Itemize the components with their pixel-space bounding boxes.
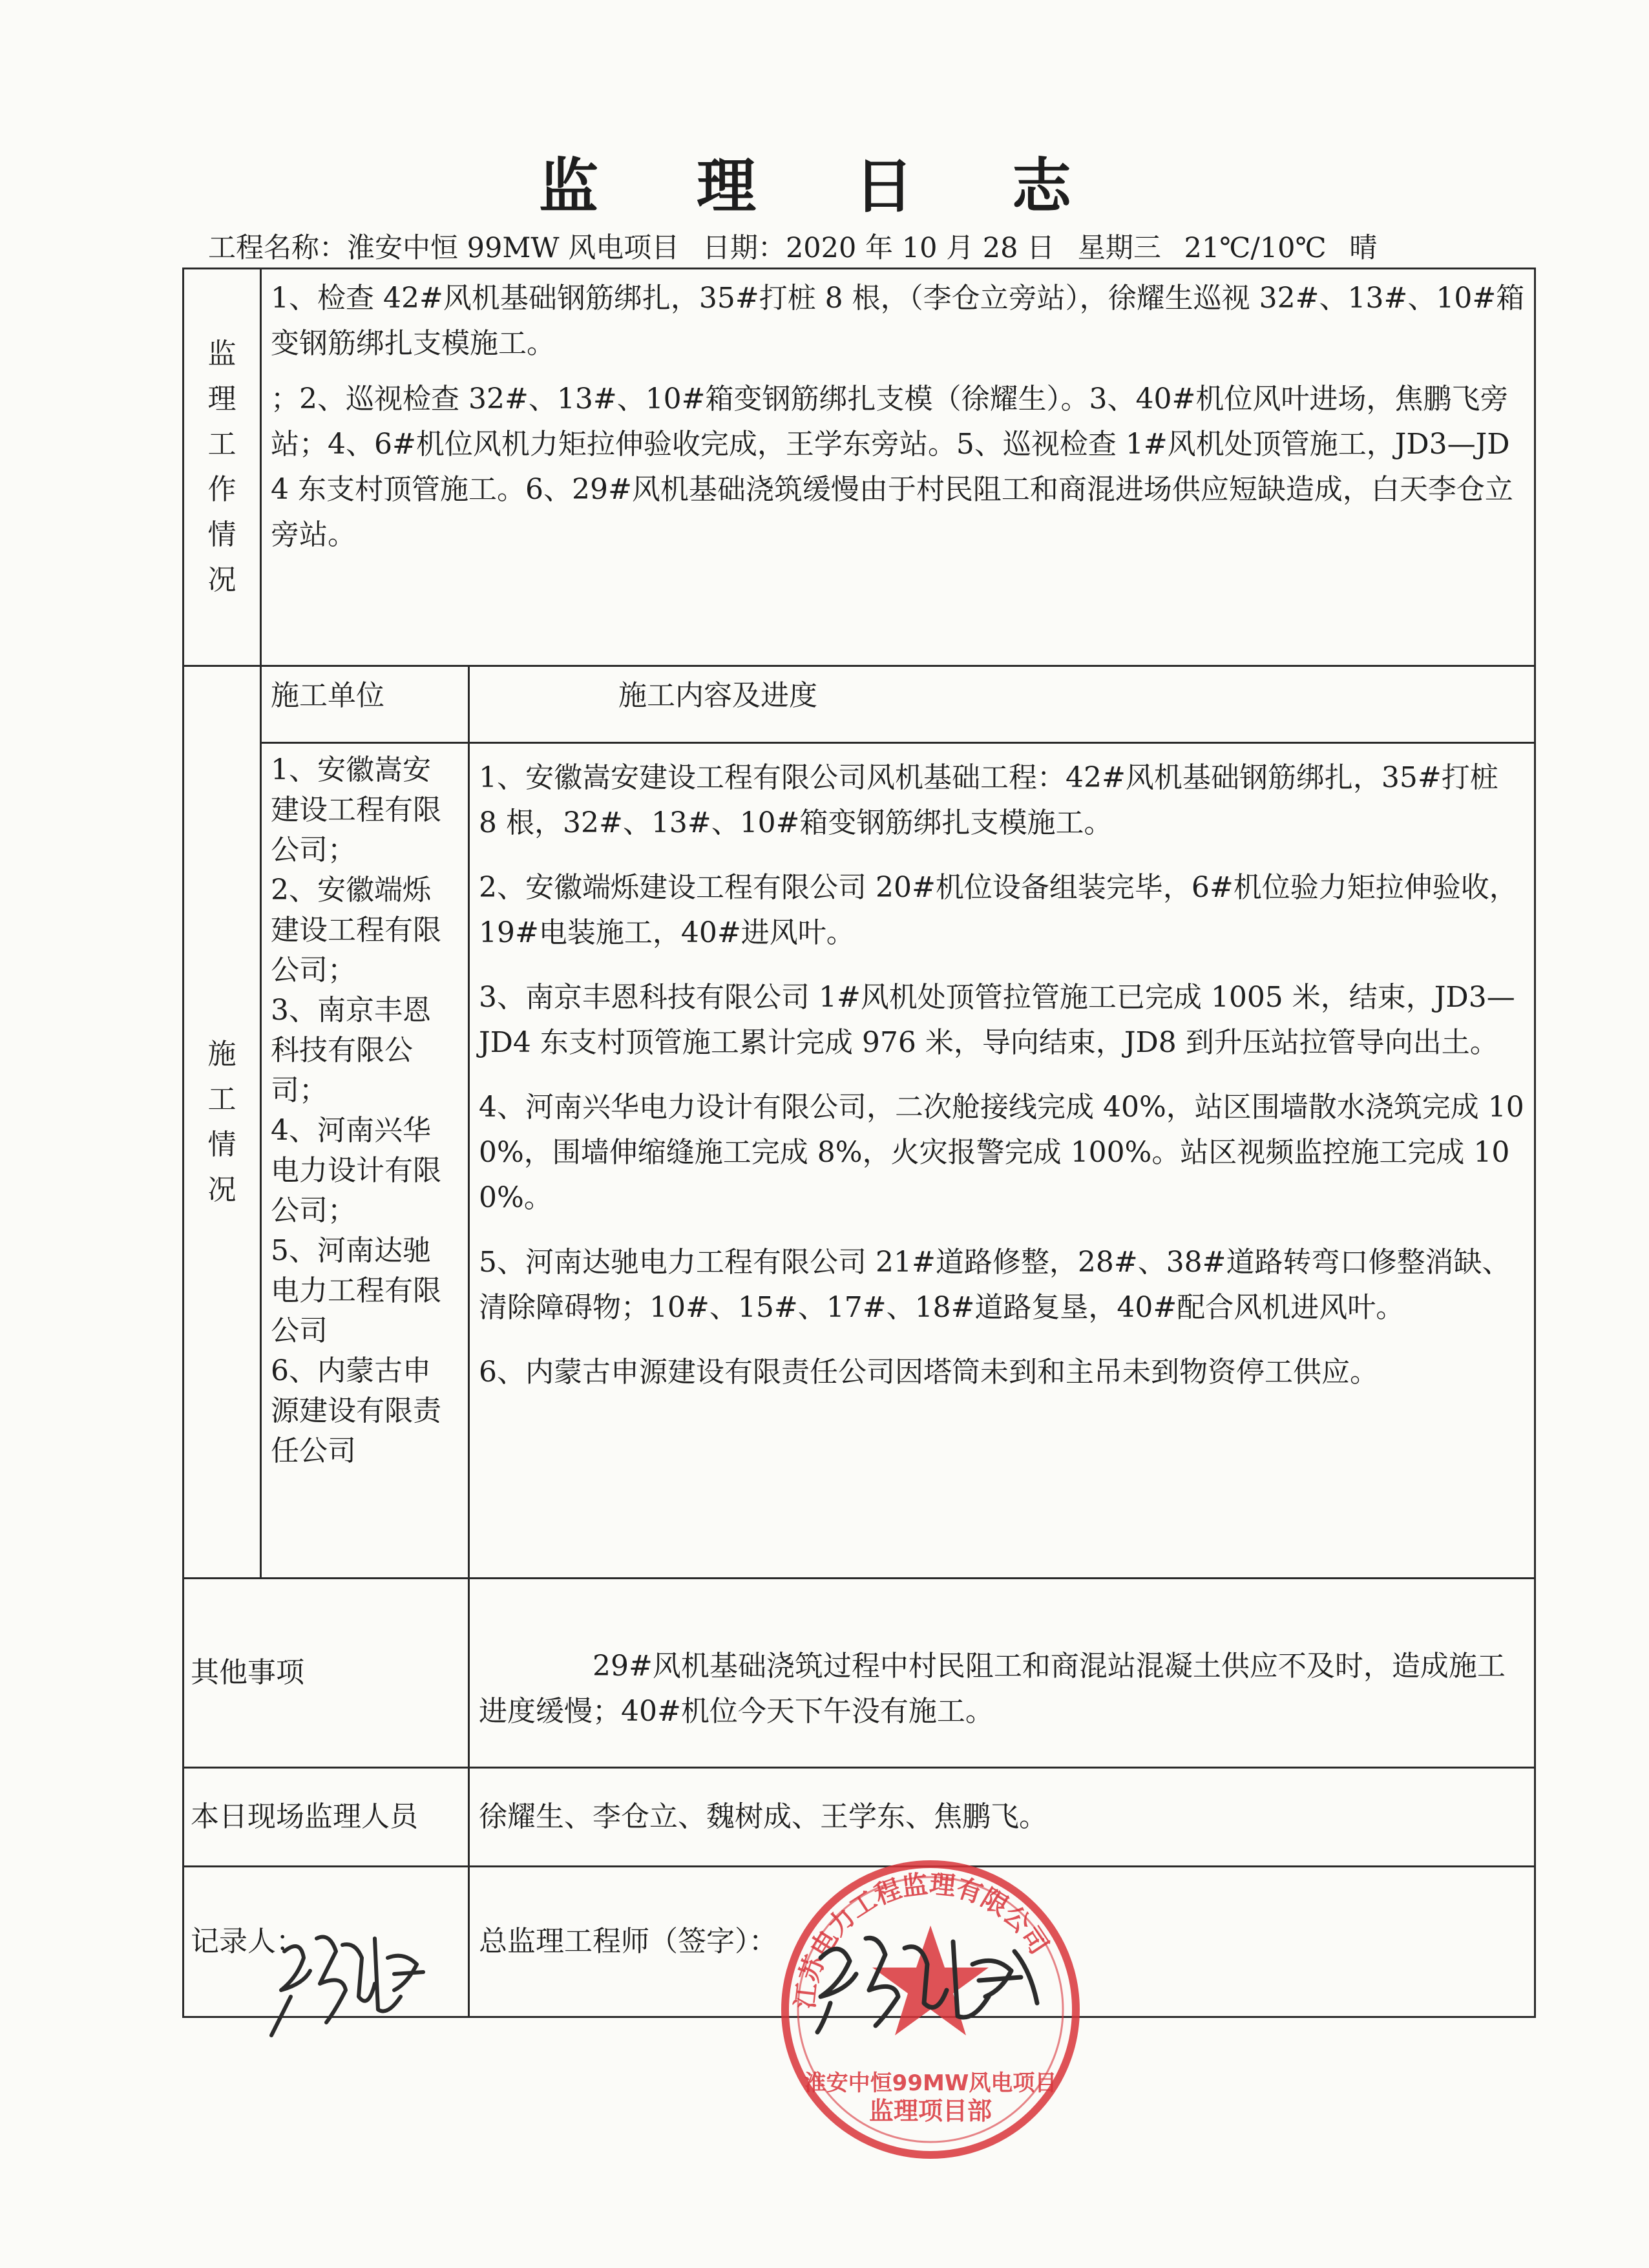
label-char: 况 [207,1173,236,1206]
chief-engineer-label: 总监理工程师（签字）： [469,1867,1535,2017]
construction-body-row [184,743,1535,1579]
supervision-log-table [182,268,1536,2018]
supervision-work-row [184,269,1535,666]
work-paragraph: 1、检查 42#风机基础钢筋绑扎，35#打桩 8 根，（李仓立旁站），徐耀生巡视 32#、13#、10#箱变钢筋绑扎支模施工。 [271,282,1525,360]
label-char: 情 [207,1128,236,1161]
unit-list [261,743,469,1579]
unit-item: 1、安徽嵩安建设工程有限公司； [271,753,441,866]
label-char: 工 [207,1082,236,1116]
supervision-work-content [261,269,1535,666]
unit-item: 5、河南达驰电力工程有限公司 [271,1234,441,1347]
weekday: 星期三 [1077,232,1161,264]
other-matters-row [184,1579,1535,1768]
content-item: 6、内蒙古申源建设有限责任公司因塔筒未到和主吊未到物资停工供应。 [479,1356,1378,1389]
work-paragraph: ；2、巡视检查 32#、13#、10#箱变钢筋绑扎支模（徐耀生）。3、40#机位风叶进场，焦鹏飞旁站；4、6#机位风机力矩拉伸验收完成，王学东旁站。5、巡视检查 1#风机处顶管施工，JD3—JD4 东支村顶管施工。6、29#风机基础浇筑缓慢由于村民阻工和商混进场供应短缺造成，白天李仓立旁站。 [271,383,1513,551]
content-column-header: 施工内容及进度 [469,666,1535,743]
page-title: 监 理 日 志 [538,151,1111,221]
label-char: 施 [207,1037,236,1071]
label-char: 况 [207,563,236,596]
signature-row [184,1867,1535,2017]
stamp-text-bottom: 淮安中恒99MW风电项目 [804,2070,1057,2096]
label-char: 监 [207,337,236,370]
content-item: 5、河南达驰电力工程有限公司 21#道路修整，28#、38#道路转弯口修整消缺、清除障碍物；10#、15#、17#、18#道路复垦，40#配合风机进风叶。 [479,1246,1511,1324]
construction-header-row [184,666,1535,743]
weather: 晴 [1349,232,1378,264]
unit-item: 2、安徽端烁建设工程有限公司； [271,874,441,987]
content-list [469,743,1535,1579]
recorder-label: 记录人： [184,1867,469,2017]
label-char: 工 [207,428,236,461]
staff-label: 本日现场监理人员 [184,1768,469,1867]
project-name: 工程名称：淮安中恒 99MW 风电项目 [208,232,680,264]
other-matters-label: 其他事项 [184,1579,469,1768]
content-item: 1、安徽嵩安建设工程有限公司风机基础工程：42#风机基础钢筋绑扎，35#打桩 8 根，32#、13#、10#箱变钢筋绑扎支模施工。 [479,761,1498,839]
content-item: 4、河南兴华电力设计有限公司，二次舱接线完成 40%，站区围墙散水浇筑完成 100%，围墙伸缩缝施工完成 8%，火灾报警完成 100%。站区视频监控施工完成 100%。 [479,1091,1524,1214]
header-line [208,227,1500,269]
unit-item: 4、河南兴华电力设计有限公司； [271,1114,441,1227]
unit-item: 3、南京丰恩科技有限公司； [271,994,431,1107]
supervision-work-label [184,269,261,666]
other-matters-text: 29#风机基础浇筑过程中村民阻工和商混站混凝土供应不及时，造成施工进度缓慢；40#机位今天下午没有施工。 [469,1579,1535,1768]
label-char: 作 [207,473,236,506]
stamp-text-top: 江苏电力工程监理有限公司 [790,1869,1055,2011]
content-item: 2、安徽端烁建设工程有限公司 20#机位设备组装完毕，6#机位验力矩拉伸验收，19#电装施工，40#进风叶。 [479,871,1518,949]
unit-column-header: 施工单位 [261,666,469,743]
label-char: 情 [207,518,236,551]
staff-names: 徐耀生、李仓立、魏树成、王学东、焦鹏飞。 [469,1768,1535,1867]
temperature: 21℃/10℃ [1184,232,1327,264]
log-date: 日期：2020 年 10 月 28 日 [702,232,1055,264]
construction-label [184,666,261,1579]
unit-item: 6、内蒙古申源建设有限责任公司 [271,1354,441,1467]
stamp-text-dept: 监理项目部 [868,2097,993,2125]
staff-row [184,1768,1535,1867]
label-char: 理 [207,383,236,415]
content-item: 3、南京丰恩科技有限公司 1#风机处顶管拉管施工已完成 1005 米，结束，JD3—JD4 东支村顶管施工累计完成 976 米，导向结束，JD8 到升压站拉管导向出土。 [479,981,1515,1059]
